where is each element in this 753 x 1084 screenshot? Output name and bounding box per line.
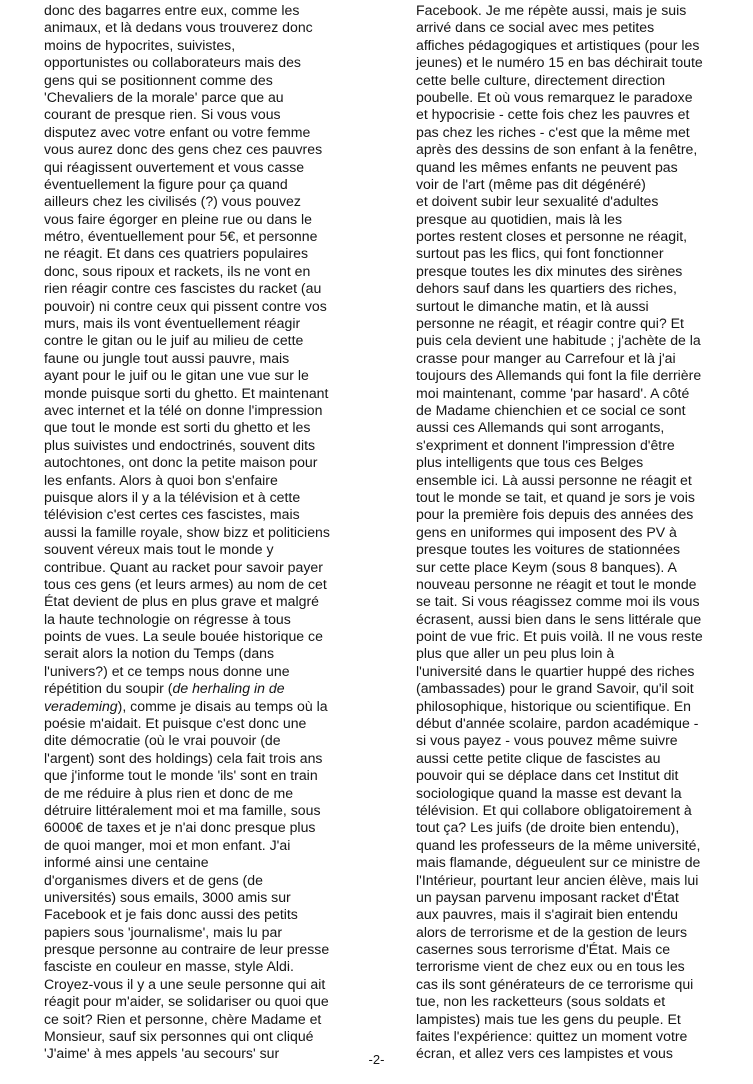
right-text-line: quand les mêmes enfants ne peuvent pas (416, 158, 678, 175)
right-text-line: arrivé dans ce social avec mes petites (416, 19, 655, 36)
left-text-line: répétition du soupir (de herhaling in de (44, 680, 285, 697)
left-text-line: Monsieur, sauf six personnes qui ont cliqué (44, 1028, 314, 1045)
right-text-line: pouvoir qui se déplace dans cet Institut dit (416, 767, 679, 784)
left-text-line: vous aurez donc des gens chez ces pauvres (44, 141, 323, 158)
right-text-line: quand les professeurs de la même université, (416, 836, 701, 853)
left-text-line: plus suivistes und endoctrinés, souvent dits (44, 436, 316, 453)
left-text-line: métro, éventuellement pour 5€, et personne (44, 228, 318, 245)
left-text-column (44, 2, 376, 1063)
left-text-line: réagit pour m'aider, se solidariser ou quoi que (44, 993, 329, 1010)
left-text-line: points de vues. La seule bouée historique ce (44, 628, 323, 645)
left-text-line: souvent véreux mais tout le monde y (44, 541, 274, 558)
right-text-line: un paysan parvenu imposant racket d'État (416, 888, 679, 905)
left-text-line: murs, mais ils vont éventuellement réagir (44, 315, 301, 332)
right-text-line: aux pauvres, mais il s'agirait bien entendu (416, 906, 679, 923)
left-text-line: l'univers?) et ce temps nous donne une (44, 662, 290, 679)
right-text-line: plus que aller un peu plus loin à (416, 645, 615, 662)
italic-phrase: de herhaling in de (172, 680, 285, 697)
right-text-line: cette belle culture, directement direction (416, 71, 666, 88)
right-text-line: mais flamande, dégueulent sur ce ministre de (416, 854, 701, 871)
left-text-line: universités) sous emails, 3000 amis sur (44, 888, 291, 905)
right-text-line: poubelle. Et où vous remarquez le paradoxe (416, 88, 693, 105)
right-text-line: personne ne réagit, et réagir contre qui? Et (416, 315, 684, 332)
left-text-line: ayant pour le juif ou le gitan une vue sur le (44, 367, 309, 384)
left-text-line: que j'informe tout le monde 'ils' sont en train (44, 767, 318, 784)
left-text-line: d'organismes divers et de gens (de (44, 871, 263, 888)
left-text-line: l'argent) sont des holdings) cela fait trois ans (44, 749, 323, 766)
right-text-line: philosophique, historique ou scientifique. En (416, 697, 692, 714)
left-text-line: tous ces gens (et leurs armes) au nom de cet (44, 575, 327, 592)
right-text-line: tout le monde se tait, et quand je sors je vois (416, 488, 695, 505)
right-text-line: l'Intérieur, pourtant leur ancien élève, mais lui (416, 871, 699, 888)
left-text-line: détruire littéralement moi et ma famille, sous (44, 801, 321, 818)
right-text-line: sur cette place Keym (sous 8 banques). A (416, 558, 677, 575)
left-text-line: autochtones, ont donc la petite maison pour (44, 454, 318, 471)
right-text-line: toujours des Allemands qui font la file derrière (416, 367, 702, 384)
right-text-line: l'université dans le quartier huppé des riches (416, 662, 695, 679)
right-text-line: jeunes) et le numéro 15 en bas déchirait toute (416, 54, 703, 71)
right-text-line: se tait. Si vous réagissez comme moi ils vous (416, 593, 700, 610)
left-text-line: contre le gitan ou le juif au milieu de cette (44, 332, 304, 349)
left-text-line: serait alors la notion du Temps (dans (44, 645, 275, 662)
right-text-line: affiches pédagogiques et artistiques (pour les (416, 36, 700, 53)
left-text-line: papiers sous 'journalisme', mais lu par (44, 923, 283, 940)
left-text-line: Facebook et je fais donc aussi des petits (44, 906, 298, 923)
left-text-line: de me réduire à plus rien et donc de me (44, 784, 294, 801)
left-text-line: ne réagit. Et dans ces quatriers populaires (44, 245, 309, 262)
right-text-line: tue, non les racketteurs (sous soldats et (416, 993, 666, 1010)
right-text-line: écran, et allez vers ces lampistes et vous (416, 1045, 673, 1062)
right-text-line: de Madame chienchien et ce social ce sont (416, 401, 686, 418)
left-text-line: informé ainsi une centaine (44, 854, 209, 871)
left-text-line: contribue. Quant au racket pour savoir payer (44, 558, 323, 575)
right-text-line: presque au quotidien, mais là les (416, 210, 623, 227)
right-text-line: pour la première fois depuis des années des (416, 506, 694, 523)
right-text-line: surtout pas les flics, qui font fonctionner (416, 245, 664, 262)
right-text-line: terrorisme vient de chez eux ou en tous les (416, 958, 685, 975)
left-text-line: éventuellement la figure pour ça quand (44, 175, 288, 192)
text-fragment: ), comme je disais au temps où la (117, 697, 328, 714)
right-text-line: point de vue fric. Et puis voilà. Il ne vous reste (416, 628, 703, 645)
left-text-line: la haute technologie on régresse à tous (44, 610, 291, 627)
right-text-line: écrasent, aussi bien dans le sens littérale que (416, 610, 702, 627)
left-text-line: ailleurs chez les civilisés (?) vous pouvez (44, 193, 301, 210)
left-text-line: les enfants. Alors à quoi bon s'enfaire (44, 471, 278, 488)
left-text-line: État devient de plus en plus grave et malgré (44, 593, 319, 610)
right-text-line: et hypocrisie - cette fois chez les pauvres et (416, 106, 690, 123)
right-text-line: (ambassades) pour le grand Savoir, qu'il soit (416, 680, 694, 697)
left-text-line: ce soit? Rien et personne, chère Madame et (44, 1010, 322, 1027)
left-text-line: moins de hypocrites, suivistes, (44, 36, 236, 53)
right-text-line: presque toutes les dix minutes des sirènes (416, 262, 683, 279)
right-text-line: s'expriment et donnent l'impression d'être (416, 436, 675, 453)
left-text-line: pouvoir) ni contre ceux qui pissent contre vos (44, 297, 327, 314)
left-text-line: avec internet et la télé on donne l'impression (44, 401, 323, 418)
left-text-line: télévision c'est certes ces fascistes, mais (44, 506, 300, 523)
left-text-line: animaux, et là dedans vous trouverez donc (44, 19, 313, 36)
left-text-line: Croyez-vous il y a une seule personne qui ait (44, 975, 326, 992)
left-text-line: monde puisque sorti du ghetto. Et maintenant (44, 384, 329, 401)
right-text-line: faites l'expérience: quittez un moment votre (416, 1028, 688, 1045)
italic-phrase: verademing (44, 697, 118, 714)
right-text-line: Facebook. Je me répète aussi, mais je suis (416, 2, 687, 18)
right-text-line: casernes sous terrorisme d'État. Mais ce (416, 941, 671, 958)
left-text-line (44, 698, 376, 715)
left-text-line: presque personne au contraire de leur presse (44, 941, 330, 958)
left-text-line: courant de presque rien. Si vous vous (44, 106, 281, 123)
left-text-line: 'Chevaliers de la morale' parce que au (44, 88, 284, 105)
right-text-line: alors de terrorisme et de la gestion de leurs (416, 923, 688, 940)
right-text-line: dehors sauf dans les quartiers des riches, (416, 280, 677, 297)
left-text-line: 6000€ de taxes et je n'ai donc presque plus (44, 819, 316, 836)
right-text-line: télévision. Et qui collabore obligatoirement à (416, 801, 692, 818)
right-text-line: ensemble ici. Là aussi personne ne réagit et (416, 471, 692, 488)
left-text-line: puisque alors il y a la télévision et à cette (44, 488, 301, 505)
right-text-line: puis cela devient une habitude ; j'achète de la (416, 332, 701, 349)
right-text-line: nouveau personne ne réagit et tout le monde (416, 575, 697, 592)
right-text-line: pas chez les riches - c'est que la même met (416, 123, 690, 140)
right-text-line: si vous payez - vous pouvez même suivre (416, 732, 678, 749)
left-text-line: fasciste en couleur en masse, style Aldi. (44, 958, 294, 975)
right-text-line: voir de l'art (même pas dit dégénéré) (416, 175, 646, 192)
right-text-line: sociologique quand la masse est devant la (416, 784, 682, 801)
right-text-line: après des dessins de son enfant à la fenêtre, (416, 141, 698, 158)
left-text-line: disputez avec votre enfant ou votre femme (44, 123, 311, 140)
left-text-line: dite démocratie (où le vrai pouvoir (de (44, 732, 281, 749)
right-text-line: et doivent subir leur sexualité d'adultes (416, 193, 659, 210)
left-text-line: qui réagissent ouvertement et vous casse (44, 158, 305, 175)
left-text-line: 'J'aime' à mes appels 'au secours' sur (44, 1045, 280, 1062)
right-text-line: surtout le dimanche matin, et là aussi (416, 297, 649, 314)
right-text-line: presque toutes les voitures de stationnées (416, 541, 681, 558)
left-text-line: que tout le monde est sorti du ghetto et les (44, 419, 311, 436)
right-text-line: cas ils sont générateurs de ce terrorisme qui (416, 975, 694, 992)
right-text-line: aussi cette petite clique de fascistes au (416, 749, 661, 766)
left-text-line: rien réagir contre ces fascistes du racket (au (44, 280, 322, 297)
right-text-line: portes restent closes et personne ne réagit, (416, 228, 688, 245)
right-text-line: gens en uniformes qui imposent des PV à (416, 523, 677, 540)
left-text-line: faune ou jungle tout aussi pauvre, mais (44, 349, 290, 366)
right-text-line: début d'année scolaire, pardon académique - (416, 715, 699, 732)
left-text-line: aussi la famille royale, show bizz et politiciens (44, 523, 330, 540)
right-text-column (416, 2, 738, 1063)
right-text-line: tout ça? Les juifs (de droite bien entendu), (416, 819, 680, 836)
left-text-line: de quoi manger, moi et mon enfant. J'ai (44, 836, 291, 853)
right-text-line: aussi ces Allemands qui sont arrogants, (416, 419, 665, 436)
left-text-line: poésie m'aidait. Et puisque c'est donc une (44, 715, 307, 732)
left-text-line: gens qui se positionnent comme des (44, 71, 273, 88)
page-number: -2- (368, 1052, 385, 1067)
left-text-line: donc des bagarres entre eux, comme les (44, 2, 300, 18)
left-text-line: donc, sous ripoux et rackets, ils ne vont en (44, 262, 311, 279)
left-text-line: opportunistes ou collaborateurs mais des (44, 54, 301, 71)
left-text-line: vous faire égorger en pleine rue ou dans le (44, 210, 312, 227)
right-text-line: lampistes) mais tue les gens du peuple. Et (416, 1010, 681, 1027)
right-text-line: crasse pour manger au Carrefour et là j'ai (416, 349, 676, 366)
right-text-line: moi maintenant, comme 'par hasard'. A côté (416, 384, 690, 401)
right-text-line: plus intelligents que tous ces Belges (416, 454, 644, 471)
